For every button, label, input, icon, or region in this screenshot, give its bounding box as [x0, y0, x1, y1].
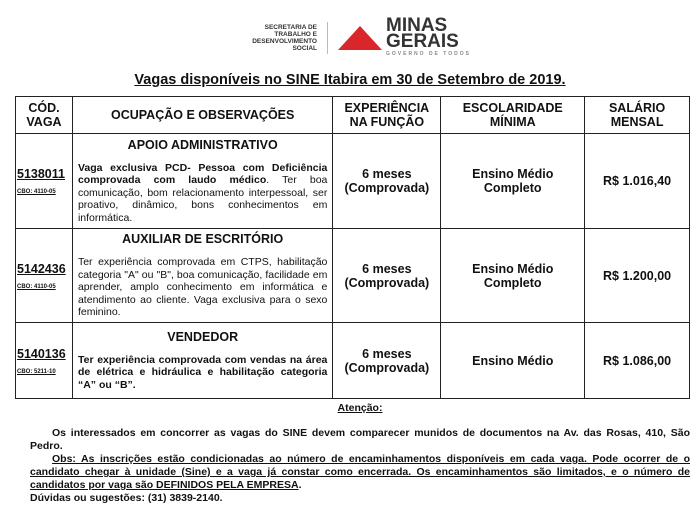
notes-obs: [30, 453, 690, 492]
education-cell: Ensino Médio Completo: [441, 134, 585, 229]
experience-cell: 6 meses (Comprovada): [333, 134, 441, 229]
obs-end: .: [298, 479, 302, 491]
notes-section: [30, 402, 690, 505]
education-cell: Ensino Médio: [441, 323, 585, 399]
header-occupation: OCUPAÇÃO E OBSERVAÇÕES: [72, 97, 332, 134]
job-code: 5142436: [17, 261, 66, 276]
logo-divider: [327, 22, 328, 54]
occupation-description: [74, 162, 331, 225]
notes-address: Os interessados em concorrer as vagas do SINE devem comparecer munidos de documentos na Av. das Rosas, 410, São Pedro.: [30, 427, 690, 452]
code-cell: [16, 323, 73, 399]
table-row: [16, 229, 690, 323]
salary-cell: R$ 1.016,40: [585, 134, 690, 229]
description-text: . Ter boa comunicação, bom relacionamento interpessoal, ser proativo, dinâmico, bons conhecimentos em informática.: [77, 174, 328, 224]
occupation-title: AUXILIAR DE ESCRITÓRIO: [122, 232, 284, 247]
secretaria-label: [232, 24, 317, 52]
header-code: CÓD. VAGA: [16, 97, 73, 134]
header-logo: [232, 15, 471, 58]
logo-line: TRABALHO E: [274, 31, 317, 38]
logo-line: SOCIAL: [292, 45, 317, 52]
description-bold: Vaga exclusiva PCD- Pessoa com Deficiência comprovada com laudo médico: [77, 161, 328, 187]
occupation-cell: [72, 323, 332, 399]
logo-line: DESENVOLVIMENTO: [252, 38, 317, 45]
cbo-code: CBO: 5211-10: [17, 368, 56, 375]
occupation-cell: [72, 134, 332, 229]
occupation-cell: [72, 229, 332, 323]
header-salary: SALÁRIO MENSAL: [585, 97, 690, 134]
logo-line: SECRETARIA DE: [264, 24, 317, 31]
job-code: 5140136: [17, 346, 66, 361]
cbo-code: CBO: 4110-05: [17, 283, 56, 290]
jobs-table: [15, 96, 690, 399]
notes-heading: Atenção:: [337, 402, 383, 414]
code-cell: [16, 134, 73, 229]
brand-line: MINAS: [386, 15, 448, 36]
minas-gerais-triangle-icon: [338, 26, 382, 50]
brand-line: GERAIS: [386, 31, 459, 52]
table-header: [16, 97, 690, 134]
logo-tagline: GOVERNO DE TODOS: [386, 51, 471, 57]
occupation-description: Ter experiência comprovada em CTPS, habilitação categoria "A" ou "B", boa comunicação, facilidade em aprender, amplo conhecimento em informática e atendimento ao cliente. Vaga exclusiva para o sexo feminino.: [77, 256, 328, 319]
header-education: ESCOLARIDADE MÍNIMA: [441, 97, 585, 134]
salary-cell: R$ 1.086,00: [585, 323, 690, 399]
code-cell: [16, 229, 73, 323]
experience-cell: 6 meses (Comprovada): [333, 229, 441, 323]
cbo-code: CBO: 4110-05: [17, 189, 56, 195]
table-row: [16, 134, 690, 229]
header-experience: EXPERIÊNCIA NA FUNÇÃO: [333, 97, 441, 134]
education-cell: Ensino Médio Completo: [441, 229, 585, 323]
salary-cell: R$ 1.200,00: [585, 229, 690, 323]
table-row: [16, 323, 690, 399]
job-code: 5138011: [17, 167, 65, 181]
obs-text: Obs: As inscrições estão condicionadas ao número de encaminhamentos disponíveis em cada vaga. Pode ocorrer de o candidato chegar à unidade (Sine) e a vaga já constar como encerrada. Os encaminhamentos são limitados, e o número de candidatos por vaga são DEFINIDOS PELA EMPRESA: [30, 453, 690, 491]
experience-cell: 6 meses (Comprovada): [333, 323, 441, 399]
minas-gerais-logo: [386, 15, 471, 58]
notes-contact: Dúvidas ou sugestões: (31) 3839-2140.: [30, 492, 223, 504]
occupation-title: APOIO ADMINISTRATIVO: [127, 137, 278, 152]
occupation-title: VENDEDOR: [167, 329, 239, 344]
page-title: Vagas disponíveis no SINE Itabira em 30 de Setembro de 2019.: [134, 72, 566, 88]
occupation-description: Ter experiência comprovada com vendas na área de elétrica e hidráulica e habilitação categoria “A” ou “B”.: [77, 353, 328, 391]
